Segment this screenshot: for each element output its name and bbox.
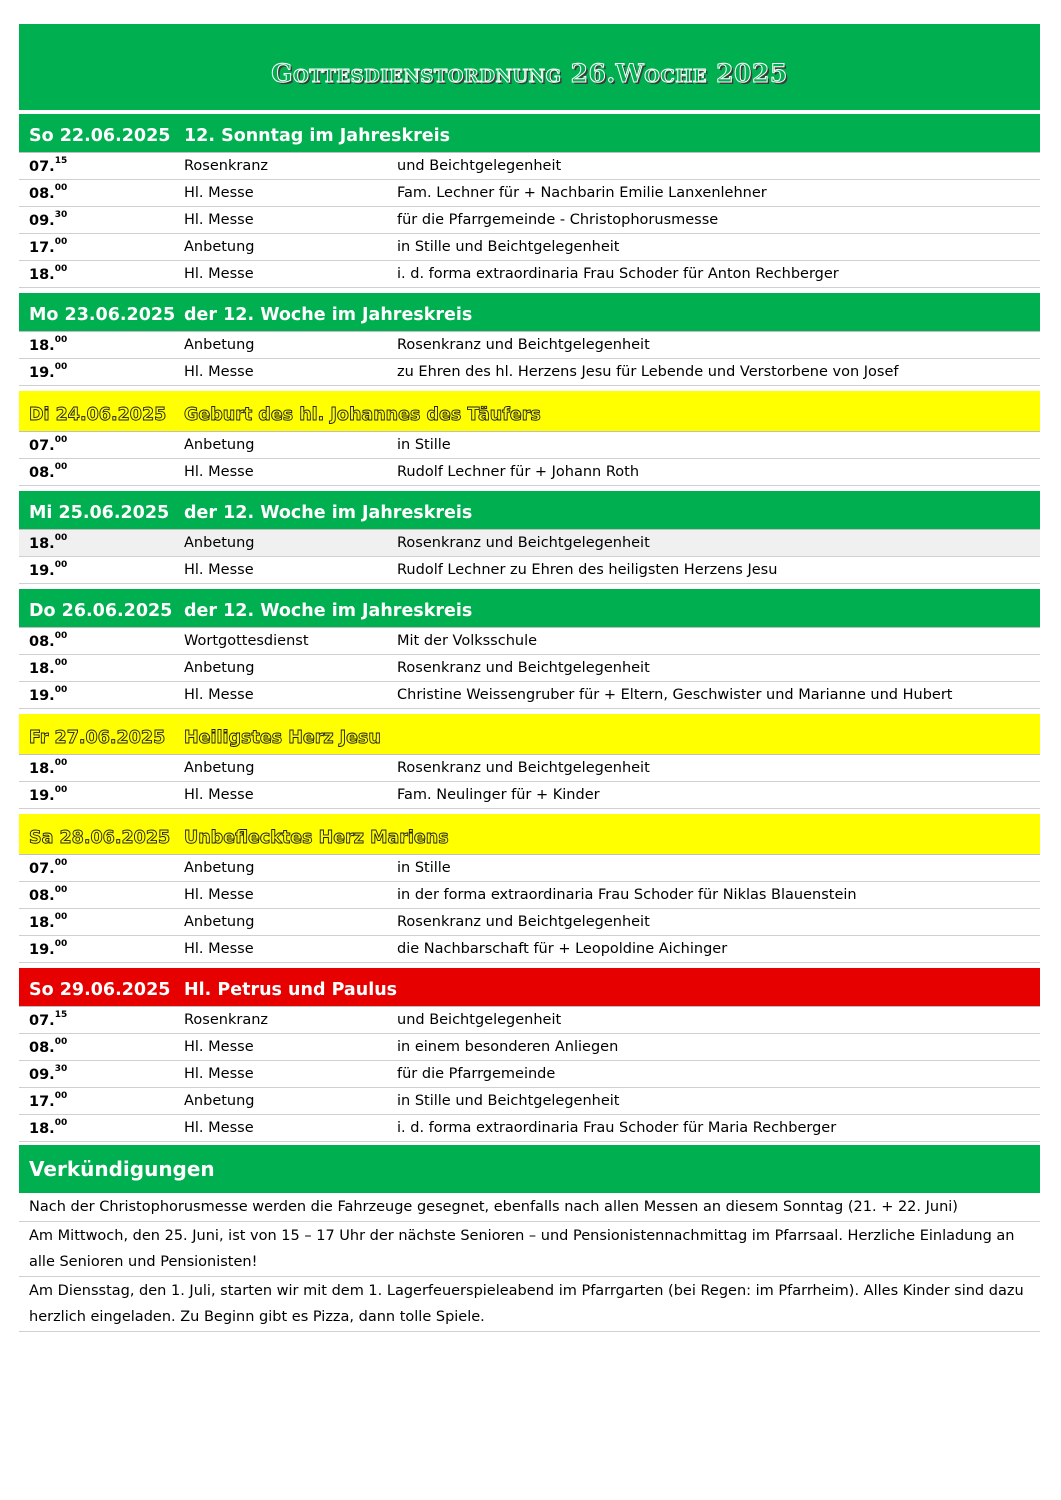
service-row (19, 1034, 1040, 1061)
service-minute: 00 (54, 1117, 68, 1128)
service-kind: Hl. Messe (184, 266, 254, 282)
service-hour: 17. (29, 239, 55, 256)
service-row (19, 855, 1040, 882)
service-hour: 18. (29, 660, 55, 677)
service-minute: 00 (54, 334, 68, 345)
day-feast-name: Geburt des hl. Johannes des Täufers (184, 405, 541, 425)
service-minute: 00 (54, 757, 68, 768)
service-hour: 08. (29, 1039, 55, 1056)
service-minute: 00 (54, 657, 68, 668)
service-intention: Rudolf Lechner zu Ehren des heiligsten Herzens Jesu (397, 562, 778, 578)
service-time (19, 657, 184, 677)
day-header (19, 491, 1040, 530)
service-minute: 00 (54, 263, 68, 274)
service-hour: 07. (29, 437, 55, 454)
service-row (19, 1061, 1040, 1088)
service-row (19, 359, 1040, 386)
day-date: So 29.06.2025 (29, 980, 171, 1000)
service-kind: Hl. Messe (184, 562, 254, 578)
day-date: Fr 27.06.2025 (29, 728, 166, 748)
service-minute: 00 (54, 684, 68, 695)
day-header (19, 114, 1040, 153)
service-intention: und Beichtgelegenheit (397, 1012, 562, 1028)
service-intention: in einem besonderen Anliegen (397, 1039, 619, 1055)
service-minute: 00 (54, 361, 68, 372)
service-kind: Hl. Messe (184, 787, 254, 803)
service-row (19, 782, 1040, 809)
service-time (19, 559, 184, 579)
service-time (19, 236, 184, 256)
service-kind: Anbetung (184, 437, 255, 453)
day-feast-name: der 12. Woche im Jahreskreis (184, 503, 473, 523)
service-time (19, 461, 184, 481)
service-time (19, 911, 184, 931)
service-minute: 30 (54, 209, 68, 220)
day-date: Mi 25.06.2025 (29, 503, 170, 523)
service-kind: Hl. Messe (184, 941, 254, 957)
service-row (19, 655, 1040, 682)
day-date: Sa 28.06.2025 (29, 828, 171, 848)
service-kind: Hl. Messe (184, 364, 254, 380)
day-date: So 22.06.2025 (29, 126, 171, 146)
service-minute: 00 (54, 434, 68, 445)
day-feast-name: der 12. Woche im Jahreskreis (184, 601, 473, 621)
service-intention: die Nachbarschaft für + Leopoldine Aichinger (397, 941, 728, 957)
service-time (19, 1117, 184, 1137)
service-hour: 09. (29, 212, 55, 229)
day-feast-name: der 12. Woche im Jahreskreis (184, 305, 473, 325)
day-header (19, 391, 1040, 432)
service-row (19, 1088, 1040, 1115)
service-intention: für die Pfarrgemeinde (397, 1066, 556, 1082)
service-kind: Hl. Messe (184, 464, 254, 480)
service-row (19, 1115, 1040, 1142)
service-hour: 18. (29, 760, 55, 777)
service-intention: i. d. forma extraordinaria Frau Schoder für Anton Rechberger (397, 266, 839, 282)
service-hour: 08. (29, 185, 55, 202)
service-intention: Rosenkranz und Beichtgelegenheit (397, 660, 650, 676)
service-hour: 07. (29, 158, 55, 175)
service-hour: 19. (29, 687, 55, 704)
service-row (19, 557, 1040, 584)
day-header (19, 714, 1040, 755)
service-kind: Hl. Messe (184, 1039, 254, 1055)
service-kind: Hl. Messe (184, 185, 254, 201)
service-row (19, 234, 1040, 261)
announcement-item: Nach der Christophorusmesse werden die Fahrzeuge gesegnet, ebenfalls nach allen Messen an diesem Sonntag (21. + 22. Juni) (19, 1193, 1040, 1222)
service-minute: 00 (54, 784, 68, 795)
service-time (19, 155, 184, 175)
service-intention: Fam. Lechner für + Nachbarin Emilie Lanxenlehner (397, 185, 767, 201)
service-time (19, 434, 184, 454)
service-row (19, 180, 1040, 207)
service-hour: 18. (29, 1120, 55, 1137)
day-feast-name: Unbeflecktes Herz Mariens (184, 828, 449, 848)
day-header (19, 293, 1040, 332)
day-header (19, 968, 1040, 1007)
service-intention: Fam. Neulinger für + Kinder (397, 787, 600, 803)
service-row (19, 1007, 1040, 1034)
service-minute: 00 (54, 911, 68, 922)
service-intention: in Stille (397, 437, 451, 453)
service-time (19, 361, 184, 381)
service-kind: Anbetung (184, 337, 255, 353)
service-minute: 00 (54, 1036, 68, 1047)
service-minute: 00 (54, 630, 68, 641)
service-row (19, 882, 1040, 909)
service-minute: 15 (54, 1009, 68, 1020)
service-time (19, 1063, 184, 1083)
service-hour: 08. (29, 633, 55, 650)
service-time (19, 884, 184, 904)
service-row (19, 261, 1040, 288)
service-intention: in Stille und Beichtgelegenheit (397, 239, 620, 255)
day-date: Mo 23.06.2025 (29, 305, 176, 325)
service-kind: Rosenkranz (184, 158, 269, 174)
service-row (19, 936, 1040, 963)
service-hour: 19. (29, 787, 55, 804)
service-minute: 00 (54, 884, 68, 895)
service-hour: 08. (29, 887, 55, 904)
service-hour: 19. (29, 364, 55, 381)
service-kind: Rosenkranz (184, 1012, 269, 1028)
service-hour: 17. (29, 1093, 55, 1110)
service-time (19, 938, 184, 958)
service-kind: Hl. Messe (184, 1120, 254, 1136)
day-feast-name: Hl. Petrus und Paulus (184, 980, 398, 1000)
service-hour: 08. (29, 464, 55, 481)
service-kind: Anbetung (184, 914, 255, 930)
announcement-list (19, 1193, 1040, 1332)
service-row (19, 909, 1040, 936)
service-kind: Anbetung (184, 860, 255, 876)
service-hour: 07. (29, 1012, 55, 1029)
day-list (19, 114, 1040, 1142)
service-kind: Anbetung (184, 239, 255, 255)
day-header (19, 814, 1040, 855)
schedule-sheet (19, 24, 1040, 1332)
service-intention: Rosenkranz und Beichtgelegenheit (397, 535, 650, 551)
service-intention: Rudolf Lechner für + Johann Roth (397, 464, 640, 480)
service-time (19, 857, 184, 877)
service-minute: 00 (54, 559, 68, 570)
service-time (19, 1090, 184, 1110)
service-intention: für die Pfarrgemeinde - Christophorusmesse (397, 212, 719, 228)
day-date: Do 26.06.2025 (29, 601, 173, 621)
service-row (19, 530, 1040, 557)
service-minute: 30 (54, 1063, 68, 1074)
service-time (19, 684, 184, 704)
service-intention: zu Ehren des hl. Herzens Jesu für Lebende und Verstorbene von Josef (397, 364, 899, 380)
day-feast-name: Heiligstes Herz Jesu (184, 728, 381, 748)
service-row (19, 755, 1040, 782)
service-hour: 19. (29, 562, 55, 579)
service-hour: 19. (29, 941, 55, 958)
service-minute: 00 (54, 1090, 68, 1101)
service-time (19, 757, 184, 777)
page-title: Gottesdienstordnung 26.Woche 2025 (271, 58, 788, 88)
service-intention: Mit der Volksschule (397, 633, 538, 649)
service-intention: Rosenkranz und Beichtgelegenheit (397, 337, 650, 353)
service-time (19, 334, 184, 354)
service-kind: Hl. Messe (184, 1066, 254, 1082)
service-row (19, 459, 1040, 486)
service-time (19, 630, 184, 650)
announcement-item: Am Mittwoch, den 25. Juni, ist von 15 – 17 Uhr der nächste Senioren – und Pensionistennachmittag im Pfarrsaal. Herzliche Einladung an alle Senioren und Pensionisten! (19, 1222, 1040, 1277)
service-intention: Christine Weissengruber für + Eltern, Geschwister und Marianne und Hubert (397, 687, 953, 703)
service-kind: Anbetung (184, 760, 255, 776)
service-intention: Rosenkranz und Beichtgelegenheit (397, 760, 650, 776)
title-banner (19, 24, 1040, 110)
service-hour: 09. (29, 1066, 55, 1083)
service-kind: Anbetung (184, 1093, 255, 1109)
service-intention: i. d. forma extraordinaria Frau Schoder für Maria Rechberger (397, 1120, 837, 1136)
service-minute: 15 (54, 155, 68, 166)
day-header (19, 589, 1040, 628)
service-kind: Hl. Messe (184, 687, 254, 703)
service-hour: 18. (29, 914, 55, 931)
day-feast-name: 12. Sonntag im Jahreskreis (184, 126, 451, 146)
service-row (19, 332, 1040, 359)
service-minute: 00 (54, 857, 68, 868)
service-kind: Anbetung (184, 660, 255, 676)
service-minute: 00 (54, 532, 68, 543)
service-row (19, 432, 1040, 459)
service-time (19, 784, 184, 804)
service-row (19, 207, 1040, 234)
service-hour: 18. (29, 535, 55, 552)
announcements-heading: Verkündigungen (19, 1145, 1040, 1193)
service-time (19, 263, 184, 283)
service-intention: in Stille und Beichtgelegenheit (397, 1093, 620, 1109)
service-minute: 00 (54, 182, 68, 193)
service-minute: 00 (54, 938, 68, 949)
service-time (19, 532, 184, 552)
service-kind: Anbetung (184, 535, 255, 551)
service-row (19, 153, 1040, 180)
service-row (19, 682, 1040, 709)
service-hour: 07. (29, 860, 55, 877)
service-hour: 18. (29, 266, 55, 283)
day-date: Di 24.06.2025 (29, 405, 167, 425)
service-hour: 18. (29, 337, 55, 354)
service-kind: Wortgottesdienst (184, 633, 309, 649)
service-kind: Hl. Messe (184, 887, 254, 903)
service-intention: in der forma extraordinaria Frau Schoder für Niklas Blauenstein (397, 887, 857, 903)
service-time (19, 1036, 184, 1056)
announcement-item: Am Diensstag, den 1. Juli, starten wir mit dem 1. Lagerfeuerspieleabend im Pfarrgarten (bei Regen: im Pfarrheim). Alles Kinder sind dazu herzlich eingeladen. Zu Beginn gibt es Pizza, dann tolle Spiele. (19, 1277, 1040, 1332)
service-intention: in Stille (397, 860, 451, 876)
service-time (19, 182, 184, 202)
service-minute: 00 (54, 236, 68, 247)
service-time (19, 209, 184, 229)
service-intention: Rosenkranz und Beichtgelegenheit (397, 914, 650, 930)
service-row (19, 628, 1040, 655)
service-minute: 00 (54, 461, 68, 472)
service-time (19, 1009, 184, 1029)
service-kind: Hl. Messe (184, 212, 254, 228)
service-intention: und Beichtgelegenheit (397, 158, 562, 174)
